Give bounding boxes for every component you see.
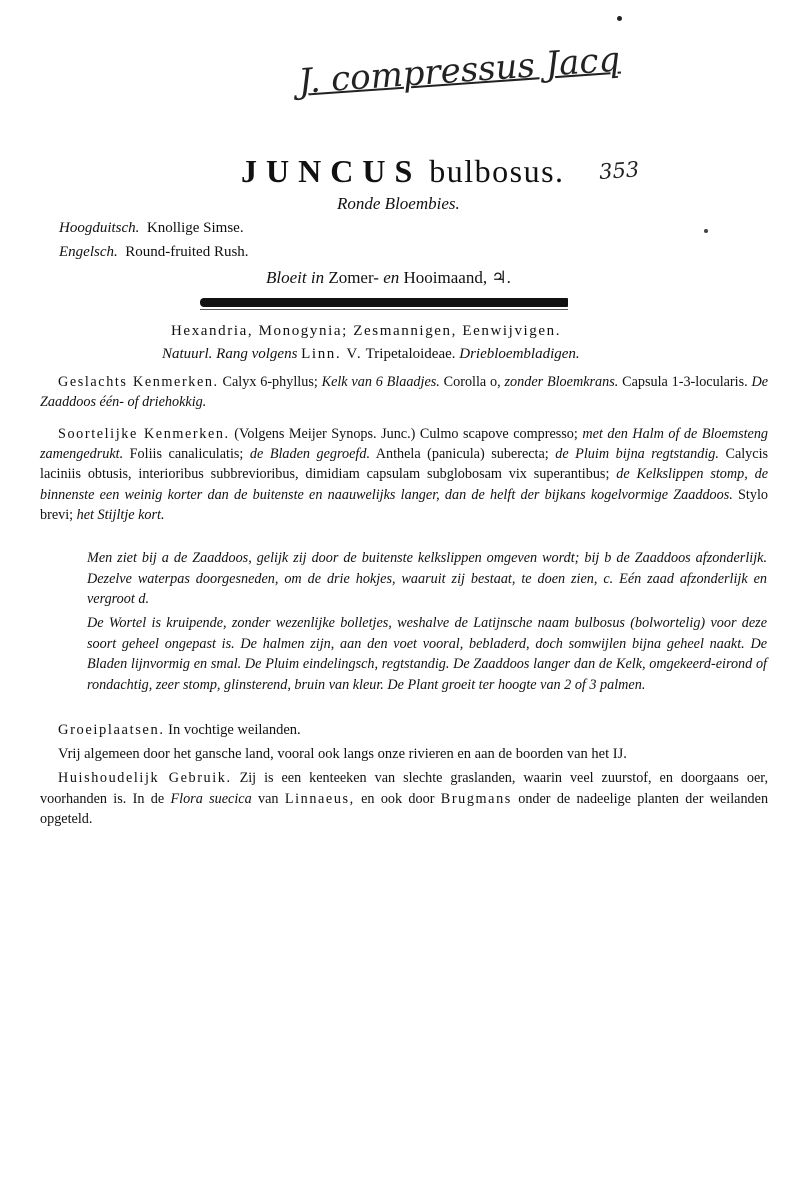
dutch-text: Kelk van 6 Blaadjes. bbox=[321, 374, 440, 390]
section-label: Groeiplaatsen. bbox=[58, 722, 165, 738]
ink-speck bbox=[704, 229, 708, 233]
dutch-text: de Pluim bijna regtstandig. bbox=[555, 446, 719, 463]
name-german bbox=[59, 216, 249, 240]
linnaean-class: Hexandria, Monogynia; Zesmannigen, Eenwijvigen. bbox=[171, 323, 562, 339]
latin-text: Calyx 6-phyllus; bbox=[222, 374, 318, 390]
latin-text: Capsula 1-3-locularis. bbox=[622, 374, 748, 390]
bloei-month-b: Hooimaand, bbox=[403, 268, 488, 287]
latin-text: Calycis laciniis obtusis, interioribus subbrevioribus, dimidiam capsulam subglobosam vix superantibus; bbox=[40, 446, 769, 483]
plant-description: De Wortel is kruipende, zonder wezenlijke bolletjes, weshalve de Latijnsche naam bulbosus (bolwortelig) voor deze soort geheel ongepast is. De halmen zijn, aan den voet vooral, bebladerd, doch somwijlen bijna geheel naakt. De Bladen lijnvormig en smal. De Pluim eindelingsch, regtstandig. De Zaaddoos langer dan de Kelk, omgekeerd-eirond of rondachtig, zeer stomp, glinsterend, bruin van kleur. De Plant groeit ter hoogte van 2 of 3 palmen. bbox=[87, 615, 767, 693]
genus-name: JUNCUS bbox=[241, 153, 422, 189]
natural-order bbox=[162, 346, 580, 363]
dutch-text: de Bladen gegroefd. bbox=[249, 446, 370, 463]
latin-text: Foliis canaliculatis; bbox=[129, 446, 244, 463]
language-label: Hoogduitsch. bbox=[59, 220, 140, 236]
latin-text: Stylo brevi; bbox=[40, 486, 768, 523]
bloei-and: en bbox=[383, 268, 400, 287]
language-label: Engelsch. bbox=[59, 244, 118, 260]
ornamental-rule-thin bbox=[200, 309, 568, 310]
vernacular-name: Knollige Simse. bbox=[146, 220, 244, 236]
dutch-common-name: Ronde Bloembies. bbox=[337, 194, 460, 213]
latin-text: Corolla o, bbox=[443, 374, 501, 390]
linnaeus-ref: Linn. V. bbox=[301, 346, 363, 362]
flowering-period bbox=[266, 268, 511, 288]
natuurl-label: Natuurl. Rang volgens bbox=[162, 346, 298, 362]
book-title: Flora suecica bbox=[170, 790, 252, 807]
species-characters bbox=[40, 424, 768, 525]
handwritten-page-number: 353 bbox=[598, 157, 640, 184]
vernacular-name: Round-fruited Rush. bbox=[125, 244, 249, 260]
species-name: bulbosus. bbox=[429, 153, 565, 189]
use-text: Zij is een kenteeken van slechte graslanden, waarin veel zuurstof, en doorgaans oer, voorhanden is. In de bbox=[40, 770, 768, 807]
latin-text: Culmo scapove compresso; bbox=[419, 426, 578, 442]
order-latin: Tripetaloideae. bbox=[365, 346, 456, 362]
section-label: Huishoudelijk Gebruik. bbox=[58, 770, 232, 786]
reference: (Volgens Meijer Synops. Junc.) bbox=[234, 426, 416, 442]
dutch-text: de Kelkslippen stomp, de binnenste een weinig korter dan de buitenste en naauwelijks langer, dan de helft der bijkans kogelvormige Zaaddoos. bbox=[40, 466, 769, 503]
dutch-text: het Stijltje kort. bbox=[76, 506, 165, 523]
perennial-symbol: ♃. bbox=[491, 268, 511, 287]
name-english bbox=[59, 240, 249, 264]
author-name: Linnaeus, bbox=[284, 790, 355, 807]
section-label: Soortelijke Kenmerken. bbox=[58, 426, 230, 442]
habitat bbox=[58, 722, 301, 739]
ornamental-rule bbox=[200, 298, 568, 307]
genus-characters bbox=[40, 372, 768, 412]
bloei-lead: Bloeit in bbox=[266, 268, 325, 287]
dutch-text: met den Halm of de Bloemsteng zamengedrukt. bbox=[40, 426, 769, 463]
order-dutch: Driebloembladigen. bbox=[459, 346, 580, 362]
latin-text: Anthela (panicula) suberecta; bbox=[375, 446, 549, 463]
distribution: Vrij algemeen door het gansche land, vooral ook langs onze rivieren en aan de boorden van het IJ. bbox=[58, 746, 627, 762]
handwritten-annotation: J. compressus Jacq bbox=[297, 39, 622, 102]
dutch-text: zonder Bloemkrans. bbox=[504, 374, 619, 390]
habitat-text: In vochtige weilanden. bbox=[168, 722, 301, 738]
ink-speck bbox=[617, 16, 622, 21]
page-title bbox=[241, 153, 565, 190]
economic-use bbox=[40, 768, 768, 830]
section-label: Geslachts Kenmerken. bbox=[58, 374, 219, 390]
author-name: Brugmans bbox=[440, 790, 512, 807]
vernacular-names bbox=[59, 216, 249, 264]
bloei-month-a: Zomer- bbox=[328, 268, 379, 287]
use-text: onder de nadeelige planten der weilanden opgeteld. bbox=[40, 790, 769, 827]
use-text: van bbox=[258, 790, 279, 807]
dutch-text: De Zaaddoos één- of driehokkig. bbox=[40, 374, 769, 411]
use-text: en ook door bbox=[361, 790, 435, 807]
figure-explanation: Men ziet bij a de Zaaddoos, gelijk zij door de buitenste kelkslippen omgeven wordt; bij b de Zaaddoos afzonderlijk. Dezelve waterpas doorgesneden, om de drie hokjes, waaruit zij bestaat, te doen zien, c. Eén zaad afzonderlijk en vergroot d. bbox=[87, 550, 767, 607]
